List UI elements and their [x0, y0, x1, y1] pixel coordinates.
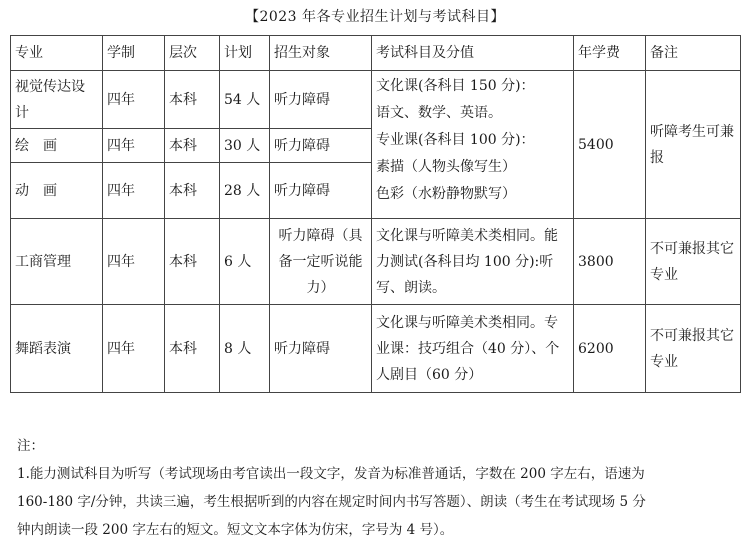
note-cell-art: 听障考生可兼报 [646, 71, 741, 219]
subjects-cell: 文化课与听障美术类相同。能力测试(各科目均 100 分):听写、朗读。 [372, 219, 574, 305]
major-cell: 绘 画 [11, 129, 103, 163]
plan-cell: 54 人 [220, 71, 270, 129]
subjects-line: 语文、数学、英语。 [376, 105, 502, 121]
level-cell: 本科 [165, 219, 220, 305]
level-cell: 本科 [165, 163, 220, 219]
major-cell: 动 画 [11, 163, 103, 219]
target-cell: 听力障碍 [270, 71, 372, 129]
subjects-line: 色彩（水粉静物默写） [376, 186, 516, 202]
page-title: 【2023 年各专业招生计划与考试科目】 [244, 9, 506, 25]
header-plan: 计划 [220, 36, 270, 71]
duration-cell: 四年 [103, 163, 165, 219]
note-cell: 不可兼报其它专业 [646, 219, 741, 305]
fee-cell: 6200 [574, 305, 646, 393]
plan-cell: 30 人 [220, 129, 270, 163]
duration-cell: 四年 [103, 129, 165, 163]
note-cell: 不可兼报其它专业 [646, 305, 741, 393]
duration-cell: 四年 [103, 71, 165, 129]
level-cell: 本科 [165, 305, 220, 393]
notes-line: 160-180 字/分钟，共读三遍，考生根据听到的内容在规定时间内书写答题）、朗读（考生在考试现场 5 分 [17, 494, 646, 510]
plan-cell: 8 人 [220, 305, 270, 393]
table-row [11, 219, 741, 305]
notes-line: 1.能力测试科目为听写（考试现场由考官读出一段文字，发音为标准普通话，字数在 200 字左右，语速为 [17, 466, 645, 482]
header-note: 备注 [646, 36, 741, 71]
table-row [11, 305, 741, 393]
plan-cell: 28 人 [220, 163, 270, 219]
duration-cell: 四年 [103, 219, 165, 305]
subjects-cell: 文化课与听障美术类相同。专业课：技巧组合（40 分）、个人剧目（60 分） [372, 305, 574, 393]
fee-cell: 3800 [574, 219, 646, 305]
target-cell: 听力障碍 [270, 129, 372, 163]
plan-cell: 6 人 [220, 219, 270, 305]
fee-cell-art: 5400 [574, 71, 646, 219]
header-major: 专业 [11, 36, 103, 71]
major-cell: 视觉传达设计 [11, 71, 103, 129]
target-cell: 听力障碍（具备一定听说能力） [270, 219, 372, 305]
level-cell: 本科 [165, 129, 220, 163]
header-duration: 学制 [103, 36, 165, 71]
target-cell: 听力障碍 [270, 163, 372, 219]
header-fee: 年学费 [574, 36, 646, 71]
subjects-cell-art [372, 71, 574, 219]
table-row [11, 71, 741, 129]
subjects-line: 专业课(各科目 100 分)： [376, 132, 535, 148]
notes-line: 钟内朗读一段 200 字左右的短文。短文文本字体为仿宋，字号为 4 号）。 [17, 522, 454, 538]
major-cell: 工商管理 [11, 219, 103, 305]
subjects-line: 素描（人物头像写生） [376, 159, 516, 175]
notes-label: 注： [17, 438, 44, 454]
header-subjects: 考试科目及分值 [372, 36, 574, 71]
level-cell: 本科 [165, 71, 220, 129]
header-target: 招生对象 [270, 36, 372, 71]
header-level: 层次 [165, 36, 220, 71]
target-cell: 听力障碍 [270, 305, 372, 393]
major-cell: 舞蹈表演 [11, 305, 103, 393]
admission-table [10, 35, 741, 393]
duration-cell: 四年 [103, 305, 165, 393]
table-header-row [11, 36, 741, 71]
subjects-line: 文化课(各科目 150 分)： [376, 78, 535, 94]
notes-section [17, 432, 737, 544]
